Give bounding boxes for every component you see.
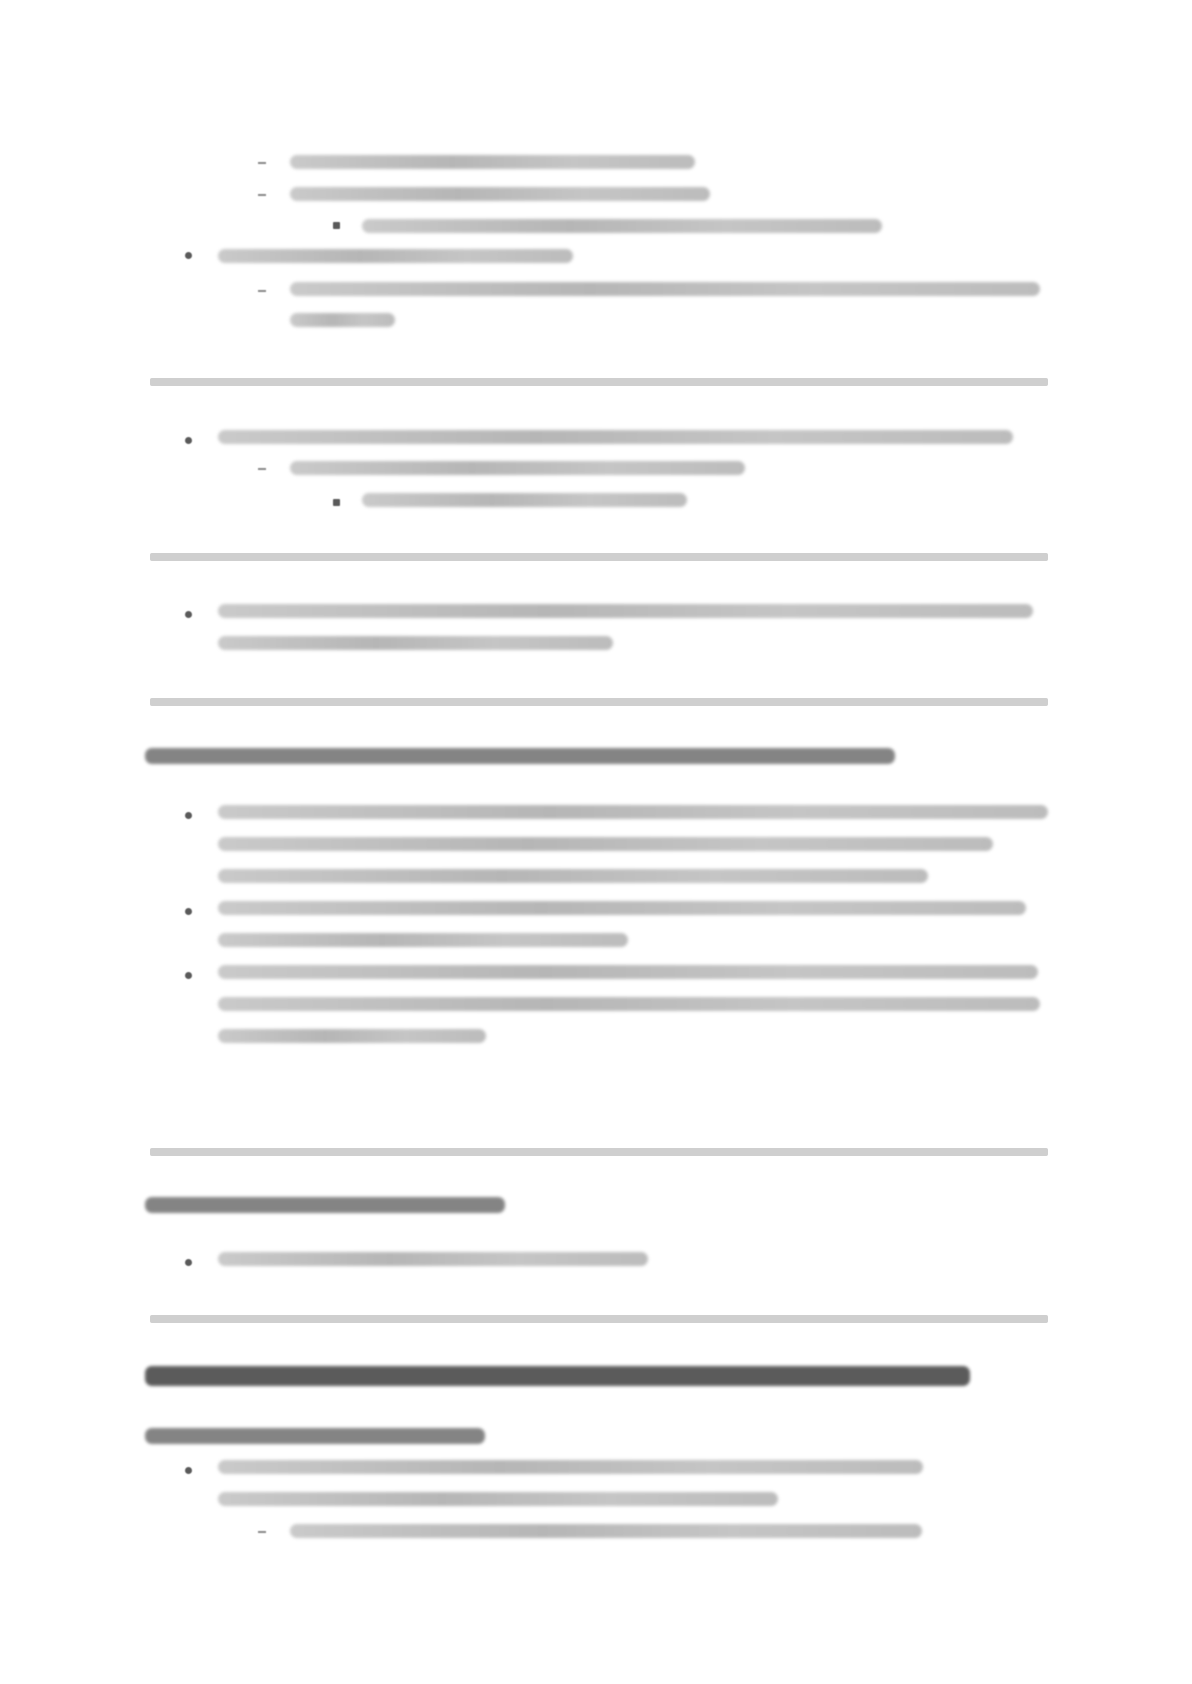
list-line	[290, 187, 710, 201]
list-line	[218, 965, 1038, 979]
section-heading	[145, 748, 895, 764]
list-bullet	[333, 222, 340, 229]
list-line	[290, 313, 395, 327]
list-bullet	[185, 972, 192, 979]
section-divider	[150, 698, 1048, 706]
list-bullet	[185, 812, 192, 819]
list-line	[218, 1252, 648, 1266]
list-bullet	[333, 499, 340, 506]
section-divider	[150, 1148, 1048, 1156]
section-divider	[150, 553, 1048, 561]
list-line	[218, 604, 1033, 618]
subheading	[145, 1428, 485, 1444]
list-line	[290, 461, 745, 475]
list-line	[218, 901, 1026, 915]
list-dash	[258, 290, 266, 292]
list-line	[218, 1492, 778, 1506]
list-dash	[258, 194, 266, 196]
list-line	[218, 249, 573, 263]
list-bullet	[185, 437, 192, 444]
list-bullet	[185, 1467, 192, 1474]
list-line	[218, 837, 993, 851]
list-dash	[258, 1531, 266, 1533]
list-line	[218, 997, 1040, 1011]
list-bullet	[185, 1259, 192, 1266]
list-dash	[258, 162, 266, 164]
list-line	[290, 282, 1040, 296]
list-line	[218, 1029, 486, 1043]
list-line	[218, 933, 628, 947]
list-bullet	[185, 611, 192, 618]
list-line	[362, 219, 882, 233]
section-divider	[150, 1315, 1048, 1323]
list-line	[362, 493, 687, 507]
list-line	[218, 636, 613, 650]
list-dash	[258, 468, 266, 470]
list-line	[218, 1460, 923, 1474]
section-divider	[150, 378, 1048, 386]
list-bullet	[185, 252, 192, 259]
list-line	[218, 805, 1048, 819]
list-line	[290, 155, 695, 169]
list-line	[290, 1524, 922, 1538]
list-line	[218, 430, 1013, 444]
list-bullet	[185, 908, 192, 915]
list-line	[218, 869, 928, 883]
page-heading	[145, 1366, 970, 1386]
